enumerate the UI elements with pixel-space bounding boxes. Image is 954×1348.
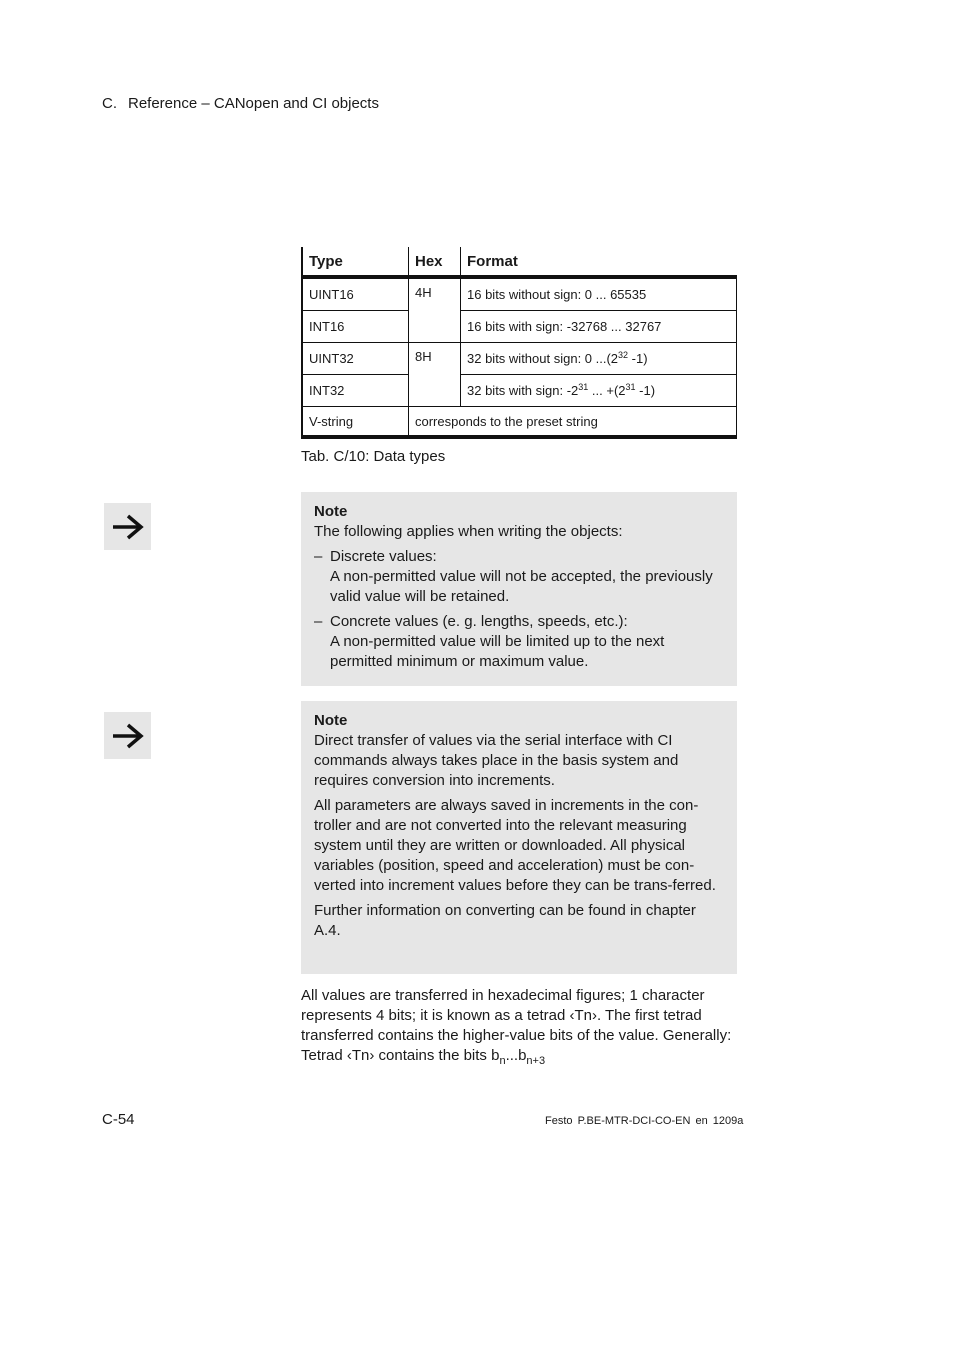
note-box — [301, 492, 737, 686]
list-dash: – — [314, 613, 323, 630]
note-paragraph: Further information on converting can be found in chapter A.4. — [314, 902, 696, 939]
arrow-right-icon — [111, 513, 145, 541]
list-dash: – — [314, 548, 323, 565]
list-item-head: Concrete values (e. g. lengths, speeds, etc.): — [330, 613, 628, 630]
table-row — [302, 375, 737, 407]
exponent: 32 — [618, 350, 629, 360]
column-header-type: Type — [302, 247, 409, 277]
cell-type: INT32 — [302, 375, 409, 407]
exponent: 31 — [578, 382, 589, 392]
page-number: C-54 — [102, 1111, 135, 1128]
list-item-text: A non-permitted value will not be accepted, the previously valid value will be retained. — [330, 568, 713, 605]
format-text: 32 bits with sign: -2 — [467, 383, 579, 398]
arrow-right-icon — [111, 722, 145, 750]
section-title: Reference – CANopen and CI objects — [128, 95, 379, 112]
cell-type: V-string — [302, 407, 409, 438]
body-text: All values are transferred in hexadecimal figures; 1 character represents 4 bits; it is known as a tetrad ‹Tn›. The first tetrad transferred contains the higher-value bits of the value. Generally: Tetrad ‹Tn› contains the bits b — [301, 987, 732, 1064]
body-text: ...b — [505, 1047, 527, 1064]
column-header-format: Format — [461, 247, 737, 277]
note-title: Note — [314, 503, 348, 520]
note-intro: The following applies when writing the objects: — [314, 523, 623, 540]
cell-format: 16 bits with sign: -32768 ... 32767 — [461, 311, 737, 343]
cell-format: 16 bits without sign: 0 ... 65535 — [461, 277, 737, 311]
note-title: Note — [314, 712, 348, 729]
format-text: -1) — [628, 351, 648, 366]
list-item-text: A non-permitted value will be limited up to the next permitted minimum or maximum value. — [330, 633, 665, 670]
format-text: -1) — [635, 383, 656, 398]
cell-type: UINT32 — [302, 343, 409, 375]
note-box — [301, 701, 737, 974]
column-header-hex: Hex — [409, 247, 461, 277]
cell-format — [461, 375, 737, 407]
table-row — [302, 343, 737, 375]
body-paragraph — [301, 986, 737, 1066]
exponent: 31 — [625, 382, 636, 392]
format-text: 32 bits without sign: 0 ...(2 — [467, 351, 619, 366]
table-row — [302, 277, 737, 311]
format-text: ... +(2 — [588, 383, 626, 398]
cell-hex: 4H — [409, 277, 461, 343]
table-caption: Tab. C/10: Data types — [301, 448, 446, 465]
cell-hex: 8H — [409, 343, 461, 407]
list-item — [314, 612, 723, 672]
cell-format: corresponds to the preset string — [409, 407, 737, 438]
running-header — [102, 95, 379, 112]
note-paragraph: All parameters are always saved in increments in the con-troller and are not converted into the relevant measuring system until they are written or downloaded. All physical variables (position, speed and acceleration) must be con-verted into increment values before they can be trans-ferred. — [314, 797, 716, 894]
section-number: C. — [102, 95, 117, 112]
table-row — [302, 407, 737, 438]
cell-format — [461, 343, 737, 375]
document-reference: Festo P.BE-MTR-DCI-CO-EN en 1209a — [545, 1115, 744, 1127]
cell-type: INT16 — [302, 311, 409, 343]
note-marker — [104, 503, 151, 550]
subscript: n+3 — [526, 1055, 546, 1067]
note-paragraph: Direct transfer of values via the serial interface with CI commands always takes place in the basis system and requires conversion into increments. — [314, 732, 679, 789]
subscript: n — [499, 1055, 506, 1067]
note-marker — [104, 712, 151, 759]
list-item — [314, 547, 723, 607]
table-row — [302, 311, 737, 343]
list-item-head: Discrete values: — [330, 548, 437, 565]
table-header-row — [302, 247, 737, 277]
data-types-table — [301, 247, 737, 439]
cell-type: UINT16 — [302, 277, 409, 311]
